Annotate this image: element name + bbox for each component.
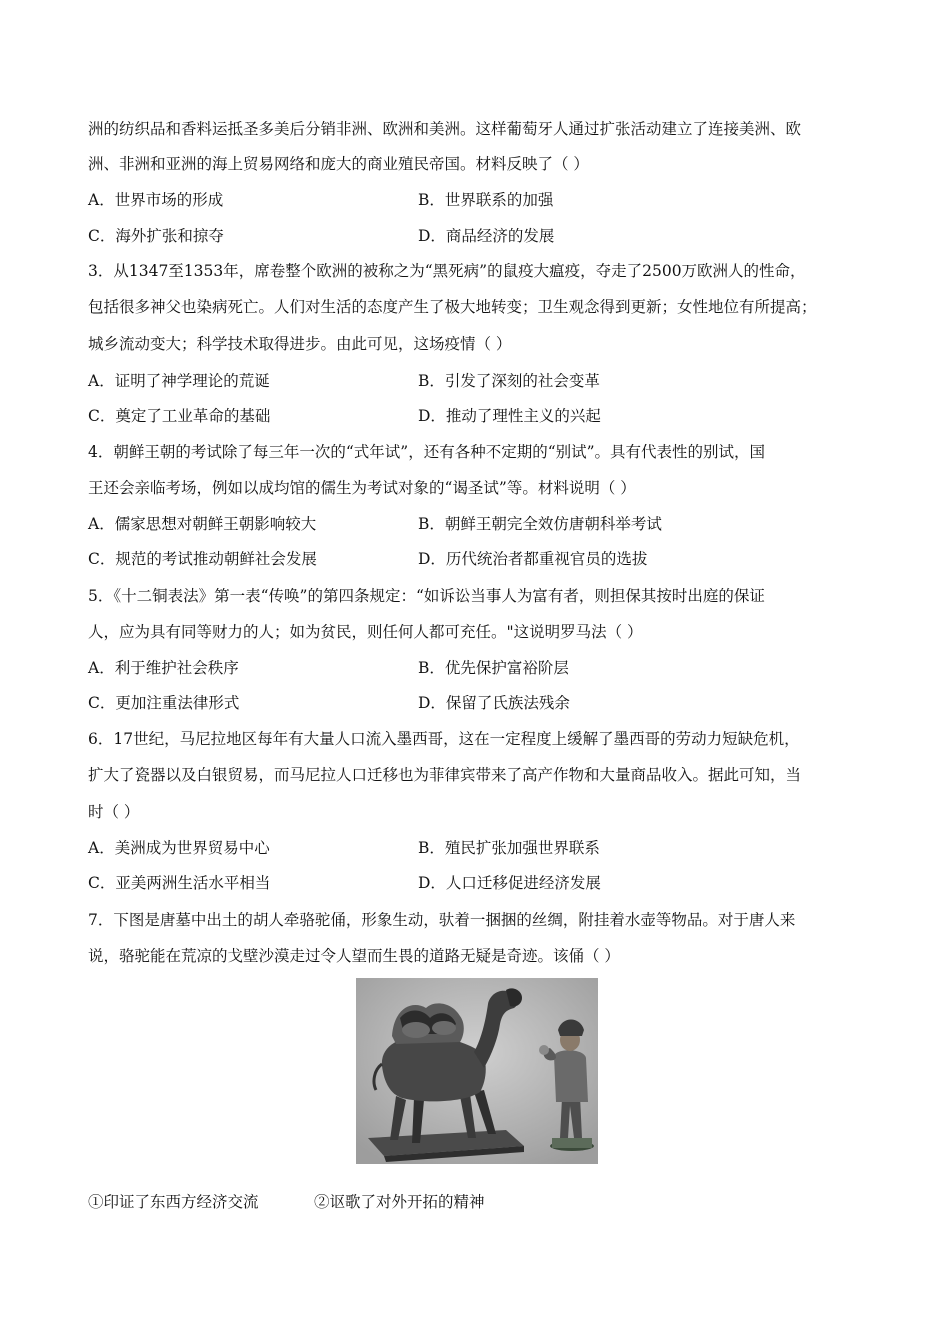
q6-option-b[interactable]: B．殖民扩张加强世界联系 xyxy=(418,839,600,857)
q6-line-1: 6．17世纪，马尼拉地区每年有大量人口流入墨西哥，这在一定程度上缓解了墨西哥的劳动力短缺危机， xyxy=(88,730,800,748)
q5-line-1: 5．《十二铜表法》第一表“传唤”的第四条规定：“如诉讼当事人为富有者，则担保其按时出庭的保证 xyxy=(88,587,765,605)
q7-line-1: 7．下图是唐墓中出土的胡人牵骆驼俑，形象生动，驮着一捆捆的丝绸，附挂着水壶等物品。对于唐人来 xyxy=(88,911,796,929)
q4-option-b[interactable]: B．朝鲜王朝完全效仿唐朝科举考试 xyxy=(418,515,662,533)
q2-line-2: 洲、非洲和亚洲的海上贸易网络和庞大的商业殖民帝国。材料反映了（ ） xyxy=(88,155,589,173)
q6-line-3: 时（ ） xyxy=(88,803,140,821)
q6-option-d[interactable]: D．人口迁移促进经济发展 xyxy=(418,874,601,892)
q5-option-d[interactable]: D．保留了氏族法残余 xyxy=(418,694,570,712)
q7-line-2: 说，骆驼能在荒凉的戈壁沙漠走过令人望而生畏的道路无疑是奇迹。该俑（ ） xyxy=(88,947,620,965)
q3-option-a[interactable]: A．证明了神学理论的荒诞 xyxy=(88,372,270,390)
camel-figurine-photo-icon xyxy=(356,978,598,1164)
q2-option-a[interactable]: A．世界市场的形成 xyxy=(88,191,224,209)
q5-option-a[interactable]: A．利于维护社会秩序 xyxy=(88,659,239,677)
q2-option-c[interactable]: C．海外扩张和掠夺 xyxy=(88,227,224,245)
q4-option-c[interactable]: C．规范的考试推动朝鲜社会发展 xyxy=(88,550,317,568)
q5-option-b[interactable]: B．优先保护富裕阶层 xyxy=(418,659,569,677)
q2-line-1: 洲的纺织品和香料运抵圣多美后分销非洲、欧洲和美洲。这样葡萄牙人通过扩张活动建立了连接美洲、欧 xyxy=(88,120,802,138)
q6-option-a[interactable]: A．美洲成为世界贸易中心 xyxy=(88,839,270,857)
q4-line-1: 4．朝鲜王朝的考试除了每三年一次的“式年试”，还有各种不定期的“别试”。具有代表性的别试，国 xyxy=(88,443,766,461)
q3-option-d[interactable]: D．推动了理性主义的兴起 xyxy=(418,407,601,425)
q6-option-c[interactable]: C．亚美两洲生活水平相当 xyxy=(88,874,271,892)
q2-option-d[interactable]: D．商品经济的发展 xyxy=(418,227,555,245)
q4-option-d[interactable]: D．历代统治者都重视官员的选拔 xyxy=(418,550,648,568)
q4-line-2: 王还会亲临考场，例如以成均馆的儒生为考试对象的“谒圣试”等。材料说明（ ） xyxy=(88,479,636,497)
q4-option-a[interactable]: A．儒家思想对朝鲜王朝影响较大 xyxy=(88,515,317,533)
q5-option-c[interactable]: C．更加注重法律形式 xyxy=(88,694,240,712)
q2-option-b[interactable]: B．世界联系的加强 xyxy=(418,191,554,209)
q6-line-2: 扩大了瓷器以及白银贸易，而马尼拉人口迁移也为菲律宾带来了高产作物和大量商品收入。据此可知，当 xyxy=(88,766,802,784)
q3-line-2: 包括很多神父也染病死亡。人们对生活的态度产生了极大地转变；卫生观念得到更新；女性地位有所提高； xyxy=(88,298,817,316)
q7-statement-1: ①印证了东西方经济交流 xyxy=(88,1193,259,1211)
q3-option-c[interactable]: C．奠定了工业革命的基础 xyxy=(88,407,271,425)
q3-line-1: 3．从1347至1353年，席卷整个欧洲的被称之为“黑死病”的鼠疫大瘟疫，夺走了2500万欧洲人的性命， xyxy=(88,262,806,280)
q3-option-b[interactable]: B．引发了深刻的社会变革 xyxy=(418,372,600,390)
q7-statement-2: ②讴歌了对外开拓的精神 xyxy=(314,1193,485,1211)
q3-line-3: 城乡流动变大；科学技术取得进步。由此可见，这场疫情（ ） xyxy=(88,335,512,353)
q5-line-2: 人，应为具有同等财力的人；如为贫民，则任何人都可充任。"这说明罗马法（ ） xyxy=(88,623,643,641)
